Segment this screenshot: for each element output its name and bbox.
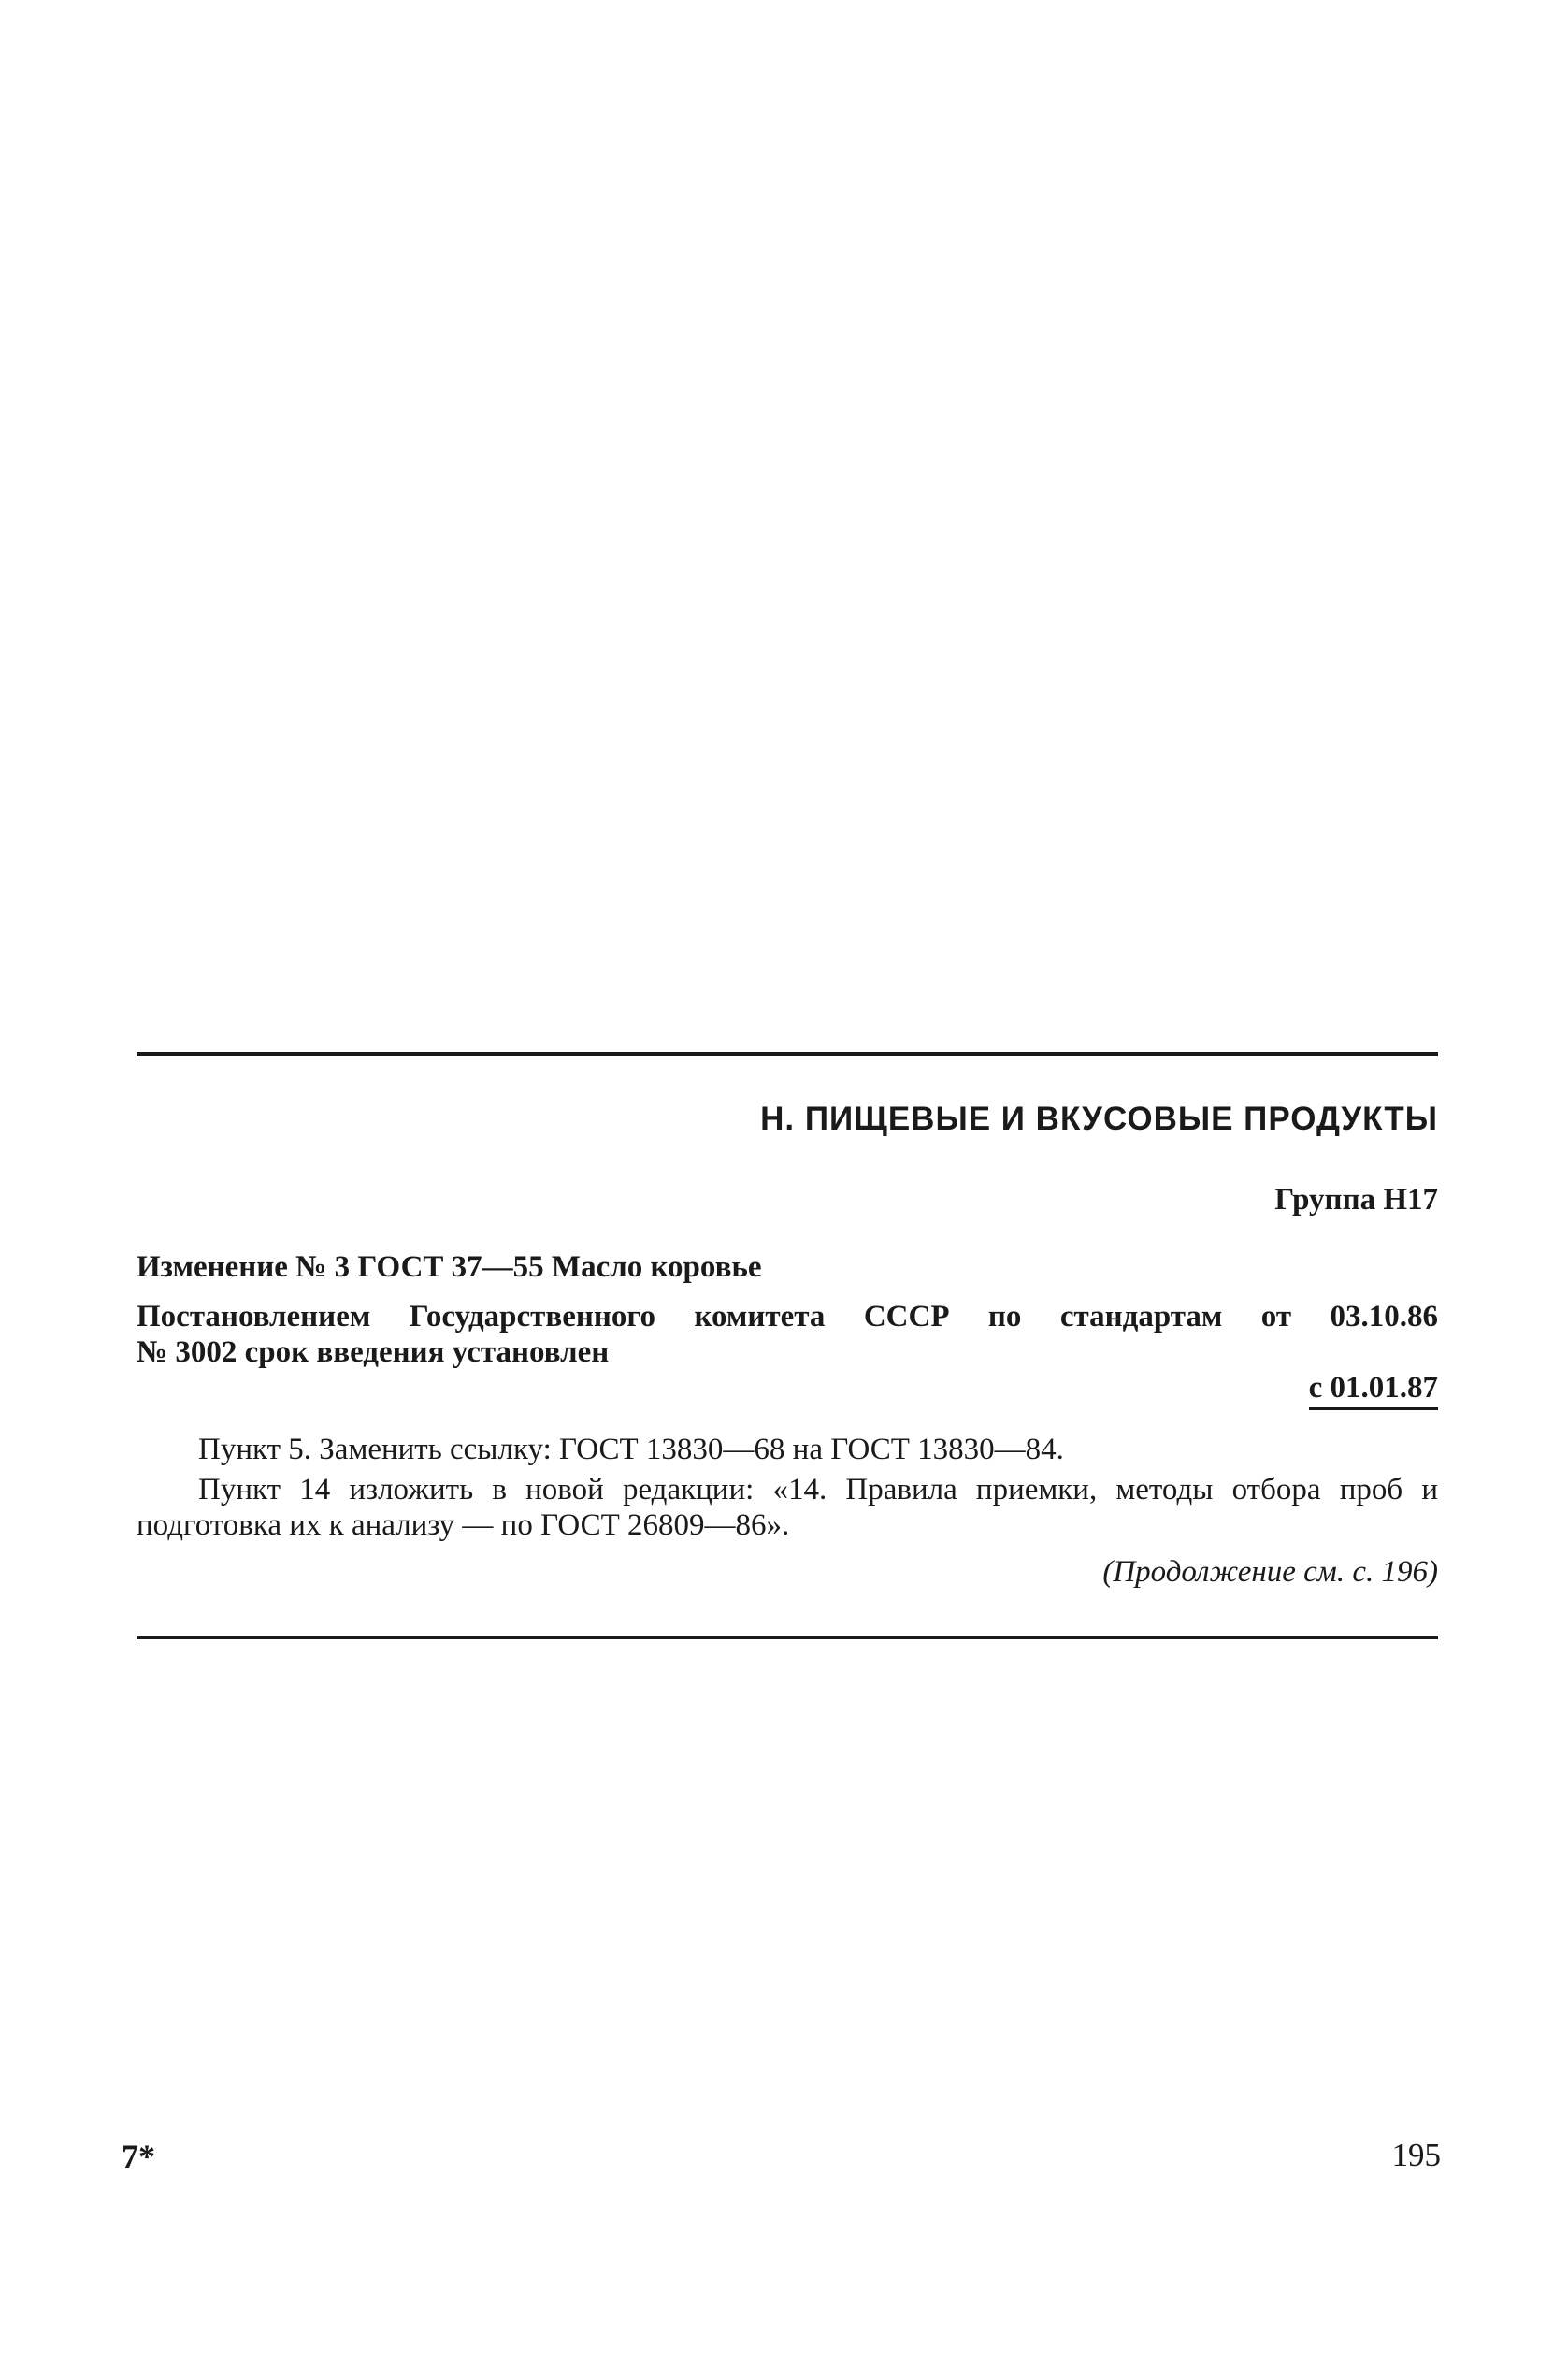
top-divider xyxy=(137,1052,1438,1056)
effective-date: с 01.01.87 xyxy=(1309,1371,1438,1410)
signature-mark: 7* xyxy=(122,2138,155,2175)
section-title: Н. ПИЩЕВЫЕ И ВКУСОВЫЕ ПРОДУКТЫ xyxy=(760,1101,1438,1137)
decree-line-2: № 3002 срок введения установлен xyxy=(137,1335,610,1369)
paragraph-1: Пункт 5. Заменить ссылку: ГОСТ 13830—68 на ГОСТ 13830—84. xyxy=(198,1433,1064,1466)
group-code: Группа Н17 xyxy=(1274,1183,1438,1217)
paragraph-2: Пункт 14 изложить в новой редакции: «14. Правила приемки, методы отбора проб и подготовка их к анализу — по ГОСТ 26809—86». xyxy=(137,1473,1438,1542)
decree-line-1: Постановлением Государственного комитета СССР по стандартам от 03.10.86 xyxy=(137,1300,1438,1333)
bottom-divider xyxy=(137,1636,1438,1639)
continued-note: (Продолжение см. с. 196) xyxy=(1102,1555,1438,1589)
change-title: Изменение № 3 ГОСТ 37—55 Масло коровье xyxy=(137,1250,762,1284)
page-number: 195 xyxy=(1391,2137,1441,2173)
